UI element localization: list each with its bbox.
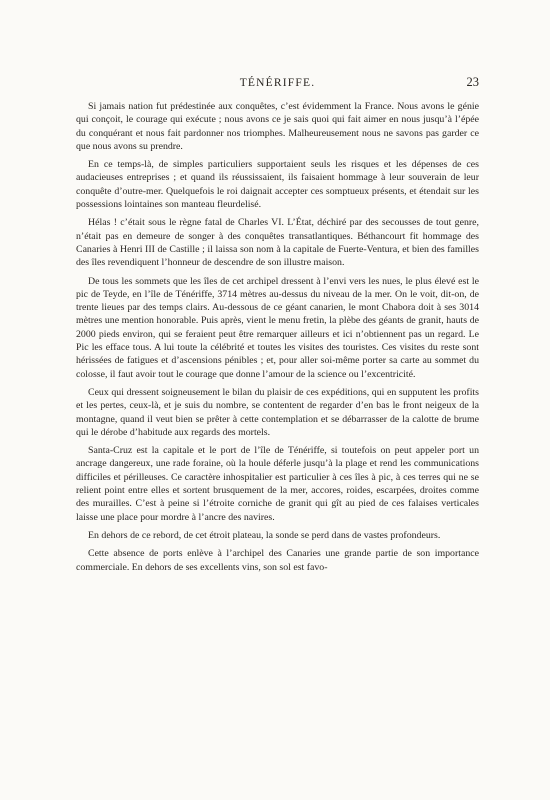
running-title: TÉNÉRIFFE. xyxy=(239,77,316,89)
paragraph: Santa-Cruz est la capitale et le port de l’île de Ténériffe, si toutefois on peut appeler port un ancrage dangereux, une rade foraine, où la houle déferle jusqu’à la plage et rend les communications difficiles et périlleuses. Ce caractère inhospitalier est particulier à ces îles à pic, à ces terres qui ne se relient point entre elles et sortent brusquement de la mer, accores, roides, escarpées, droites comme des murailles. C’est à peine si l’étroite corniche de granit qui gît au pied de ces falaises verticales laisse une place pour mordre à l’ancre des navires. xyxy=(76,445,479,523)
page-header xyxy=(76,77,479,93)
paragraph: Ceux qui dressent soigneusement le bilan du plaisir de ces expéditions, qui en supputent les profits et les pertes, ceux-là, et je suis du nombre, se contentent de regarder d’en bas le front neigeux de la montagne, quand il veut bien se prêter à cette contemplation et se débarrasser de la calotte de brume qui le dérobe d’habitude aux regards des mortels. xyxy=(76,386,479,438)
paragraph: Cette absence de ports enlève à l’archipel des Canaries une grande partie de son importance commerciale. En dehors de ses excellents vins, son sol est favo- xyxy=(76,548,479,573)
paragraph: En dehors de ce rebord, de cet étroit plateau, la sonde se perd dans de vastes profondeurs. xyxy=(88,529,441,541)
paragraph: Si jamais nation fut prédestinée aux conquêtes, c’est évidemment la France. Nous avons le génie qui conçoit, le courage qui exécute ; nous avons ce je sais quoi qui fait aimer en nous jusqu’à l’épée du conquérant et nous fait pardonner nos triomphes. Malheureusement nous ne savons pas garder ce que nous avons su prendre. xyxy=(76,101,479,152)
paragraph: De tous les sommets que les îles de cet archipel dressent à l’envi vers les nues, le plus élevé est le pic de Teyde, en l’île de Ténériffe, 3714 mètres au-dessus du niveau de la mer. On le voit, dit-on, de trente lieues par des temps clairs. Au-dessous de ce géant canarien, le mont Chabora doit à ses 3014 mètres une mention honorable. Puis après, vient le menu fretin, la plèbe des géants de granit, hauts de 2000 pieds environ, qui se feraient peut être remarquer ailleurs et ici n’obtiennent pas un regard. Le Pic les efface tous. A lui toute la célébrité et toutes les visites des touristes. Ces visites du reste sont hérissées de fatigues et d’ascensions pénibles ; et, pour aller soi-même porter sa carte au sommet du colosse, il faut avoir tout le courage que donne l’amour de la science ou l’excentricité. xyxy=(76,275,479,380)
paragraph: Hélas ! c’était sous le règne fatal de Charles VI. L’État, déchiré par des secousses de tout genre, n’était pas en demeure de songer à des conquêtes transatlantiques. Béthancourt fit hommage des Canaries à Henri III de Castille ; il laissa son nom à la capitale de Fuerte-Ventura, et bien des familles des îles revendiquent l’honneur de descendre de son illustre maison. xyxy=(76,217,479,269)
paragraph: En ce temps-là, de simples particuliers supportaient seuls les risques et les dépenses de ces audacieuses entreprises ; et quand ils réussissaient, ils faisaient hommage à leur souverain de leur conquête d’outre-mer. Quelquefois le roi daignait accepter ces somptueux présents, et étendait sur les possessions lointaines son manteau fleurdelisé. xyxy=(76,159,479,211)
page-number: 23 xyxy=(466,75,479,89)
body-text xyxy=(76,100,479,579)
